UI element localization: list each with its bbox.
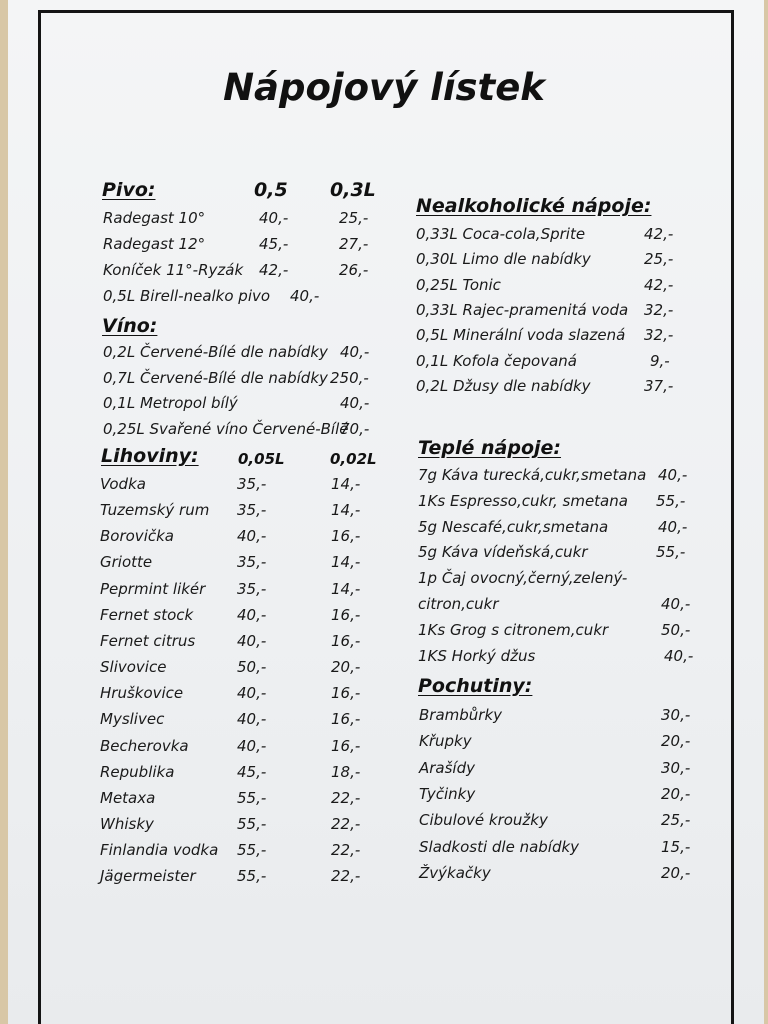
column-header-002l: 0,02L (330, 450, 377, 468)
section-heading-pochutiny: Pochutiny: (418, 675, 533, 697)
menu-item-name: Koníček 11°-Ryzák (103, 261, 244, 279)
menu-item-price: 40,- (259, 209, 289, 227)
menu-item-price: 40,- (237, 605, 267, 624)
menu-item-price: 55,- (237, 788, 267, 807)
menu-item-price: 55,- (656, 543, 686, 562)
menu-item-price: 40,- (290, 287, 320, 305)
menu-item-price: 40,- (237, 710, 267, 729)
menu-item-price: 16,- (331, 684, 361, 703)
menu-item-name: Metaxa (100, 788, 156, 807)
section-heading-vino: Víno: (102, 315, 158, 337)
menu-item-price: 35,- (237, 501, 267, 520)
menu-item-name: 1Ks Espresso,cukr, smetana (418, 491, 628, 510)
menu-item-name: 0,5L Birell-nealko pivo (103, 287, 271, 305)
menu-item-name: Fernet citrus (100, 631, 196, 650)
menu-item-name: 0,25L Tonic (416, 275, 501, 294)
menu-item-name: Vodka (100, 475, 146, 493)
menu-item-name: Peprmint likér (100, 579, 206, 598)
menu-item-name: 1KS Horký džus (418, 646, 536, 665)
menu-item-name: 0,33L Coca-cola,Sprite (416, 225, 586, 243)
menu-item-price: 35,- (237, 579, 267, 598)
menu-item-name: 5g Káva vídeňská,cukr (418, 543, 588, 562)
menu-item-price: 25,- (339, 209, 369, 227)
menu-item-name: Hruškovice (100, 684, 184, 703)
menu-item-price: 9,- (650, 351, 670, 370)
menu-item-price: 18,- (331, 762, 361, 781)
menu-item-price: 40,- (340, 343, 370, 361)
menu-item-name: 0,30L Limo dle nabídky (416, 250, 591, 269)
column-header-03l: 0,3L (330, 179, 376, 201)
menu-item-name: Borovička (100, 527, 174, 546)
menu-item-name: Radegast 12° (103, 235, 206, 253)
menu-item-price: 14,- (331, 475, 361, 493)
menu-item-price: 40,- (237, 631, 267, 650)
menu-item-name: Sladkosti dle nabídky (419, 837, 580, 856)
column-header-005l: 0,05L (238, 450, 285, 468)
menu-item-name: Griotte (100, 553, 153, 572)
menu-item-name: Tuzemský rum (100, 501, 210, 520)
menu-item-price: 32,- (644, 300, 674, 319)
section-heading-nealko: Nealkoholické nápoje: (416, 195, 652, 217)
menu-item-name: 7g Káva turecká,cukr,smetana (418, 466, 647, 484)
menu-item-price: 16,- (331, 631, 361, 650)
menu-item-name: Cibulové kroužky (419, 811, 548, 830)
menu-item-price: 15,- (661, 837, 691, 856)
menu-item-price: 42,- (644, 225, 674, 243)
menu-item-price: 250,- (330, 368, 369, 387)
menu-item-price: 16,- (331, 736, 361, 755)
menu-item-name: 5g Nescafé,cukr,smetana (418, 517, 609, 536)
menu-item-price: 55,- (237, 814, 267, 833)
menu-item-price: 55,- (237, 867, 267, 886)
page-title: Nápojový lístek (223, 66, 545, 109)
menu-item-name: 0,33L Rajec-pramenitá voda (416, 300, 629, 319)
menu-item-price: 30,- (661, 758, 691, 777)
menu-item-price: 30,- (661, 706, 691, 724)
menu-item-name: Fernet stock (100, 605, 194, 624)
menu-item-price: 45,- (237, 762, 267, 781)
menu-item-name: 1Ks Grog s citronem,cukr (418, 620, 609, 639)
menu-item-name: Finlandia vodka (100, 841, 219, 860)
menu-item-price: 25,- (661, 811, 691, 830)
section-heading-lihoviny: Lihoviny: (101, 445, 199, 467)
menu-item-name: 0,2L Džusy dle nabídky (416, 376, 591, 395)
menu-item-name: 1p Čaj ovocný,černý,zelený- (418, 569, 628, 588)
menu-item-price: 40,- (658, 466, 688, 484)
menu-item-price: 22,- (331, 788, 361, 807)
menu-item-price: 40,- (664, 646, 694, 665)
menu-item-price: 40,- (237, 736, 267, 755)
menu-item-name: Republika (100, 762, 175, 781)
column-header-05: 0,5 (254, 179, 288, 201)
menu-item-name: 0,1L Metropol bílý (103, 394, 238, 412)
menu-item-price: 40,- (661, 595, 691, 613)
menu-item-name: Becherovka (100, 736, 189, 755)
menu-item-price: 22,- (331, 867, 361, 886)
menu-item-price: 14,- (331, 501, 361, 520)
menu-item-price: 50,- (237, 658, 267, 677)
menu-item-name: Myslivec (100, 710, 165, 729)
menu-item-name: Tyčinky (419, 784, 476, 803)
menu-item-price: 40,- (658, 517, 688, 536)
menu-item-price: 22,- (331, 814, 361, 833)
menu-item-price: 35,- (237, 475, 267, 493)
menu-item-price: 20,- (661, 732, 691, 751)
menu-item-name: 0,5L Minerální voda slazená (416, 326, 626, 345)
menu-item-price: 42,- (259, 261, 289, 279)
menu-item-price: 50,- (661, 620, 691, 639)
menu-item-price: 32,- (644, 326, 674, 345)
menu-item-price: 55,- (237, 841, 267, 860)
menu-item-name: 0,7L Červené-Bílé dle nabídky (103, 368, 328, 387)
section-heading-pivo: Pivo: (102, 179, 156, 201)
menu-item-name: 0,2L Červené-Bílé dle nabídky (103, 343, 328, 361)
menu-item-price: 45,- (259, 235, 289, 253)
menu-item-price: 16,- (331, 605, 361, 624)
menu-item-name: Jägermeister (100, 867, 196, 886)
menu-item-name: Křupky (419, 732, 472, 751)
menu-item-name: Whisky (100, 814, 154, 833)
menu-item-price: 20,- (661, 784, 691, 803)
menu-item-price: 27,- (339, 235, 369, 253)
menu-item-price: 22,- (331, 841, 361, 860)
menu-item-price: 16,- (331, 527, 361, 546)
menu-item-price: 35,- (237, 553, 267, 572)
menu-item-name: Slivovice (100, 658, 167, 677)
menu-item-name: Radegast 10° (103, 209, 206, 227)
menu-item-name: Žvýkačky (419, 863, 491, 882)
menu-item-name: citron,cukr (418, 595, 499, 613)
menu-item-price: 20,- (661, 863, 691, 882)
menu-item-price: 42,- (644, 275, 674, 294)
menu-item-price: 25,- (644, 250, 674, 269)
menu-item-name: Arašídy (419, 758, 476, 777)
menu-item-name: 0,1L Kofola čepovaná (416, 351, 577, 370)
menu-item-price: 26,- (339, 261, 369, 279)
menu-item-price: 16,- (331, 710, 361, 729)
menu-item-price: 40,- (237, 527, 267, 546)
menu-item-name: Brambůrky (419, 706, 503, 724)
menu-item-price: 70,- (340, 419, 370, 438)
menu-item-price: 20,- (331, 658, 361, 677)
menu-item-price: 14,- (331, 579, 361, 598)
menu-item-name: 0,25L Svařené víno Červené-Bílé (103, 419, 349, 438)
menu-item-price: 37,- (644, 376, 674, 395)
section-heading-teple: Teplé nápoje: (418, 437, 562, 459)
menu-item-price: 40,- (237, 684, 267, 703)
menu-item-price: 14,- (331, 553, 361, 572)
menu-item-price: 40,- (340, 394, 370, 412)
menu-item-price: 55,- (656, 491, 686, 510)
